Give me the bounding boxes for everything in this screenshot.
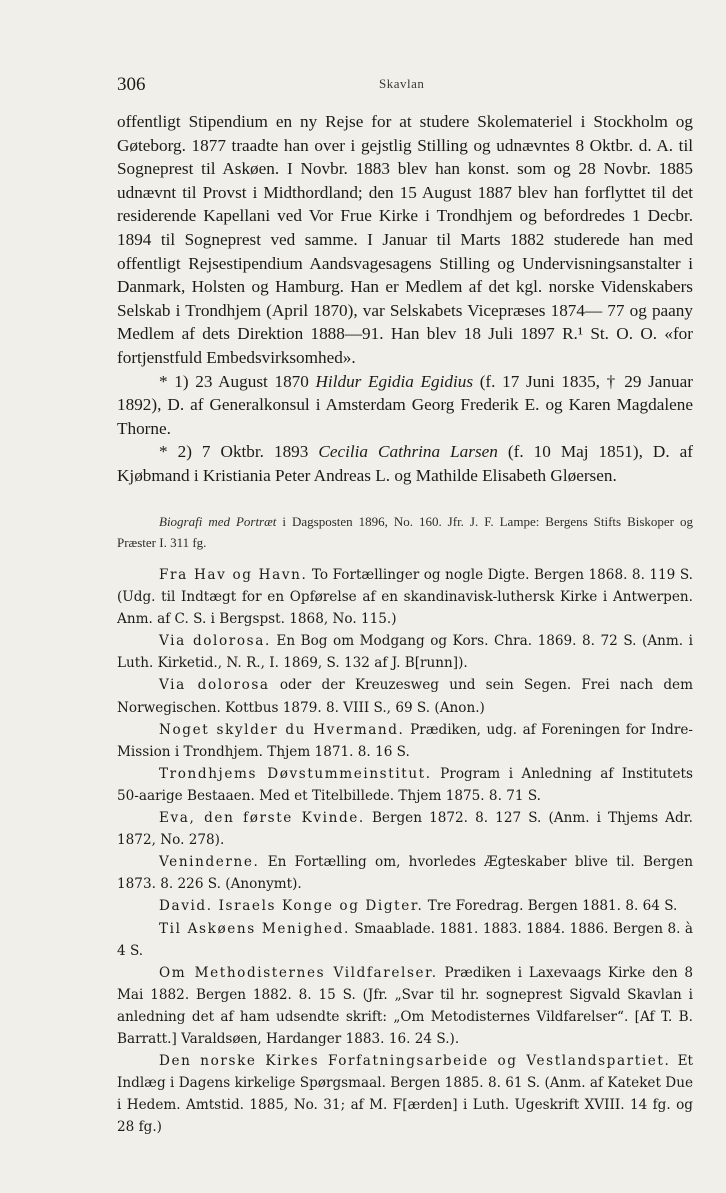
- biography-paragraph: offentligt Stipendium en ny Rejse for at studere Skolemateriel i Stockholm og Gøteborg. 1877 traadte han over i gejstlig Stilling og udnævntes 8 Oktbr. d. A. til Sogneprest til Askøen. I Novbr. 1883 blev han konst. som og 28 Novbr. 1885 udnævnt til Provst i Midthordland; den 15 August 1887 blev han forflyttet til det residerende Kapellani ved Vor Frue Kirke i Trondhjem og befordredes 1 Decbr. 1894 til Sogneprest ved samme. I Januar til Marts 1882 studerede han med offentligt Rejsestipendium Aandsvagesagens Stilling og Undervisningsanstalter i Danmark, Holsten og Hamburg. Han er Medlem af det kgl. norske Videnskabers Selskab i Trondhjem (April 1870), var Selskabets Vicepræses 1874— 77 og paany Medlem af dets Direktion 1888—91. Han blev 18 Juli 1897 R.¹ St. O. O. «for fortjenstfuld Embedsvirksomhed».: [117, 112, 693, 367]
- work-title: Om Methodisternes Vildfarelser.: [159, 964, 438, 981]
- running-title: Skavlan: [379, 76, 425, 91]
- work-details: Prædiken i Laxevaags Kirke den 8 Mai 1882. Bergen 1882. 8. 15 S. (Jfr. „Svar til hr. sogneprest Sigvald Skavlan i anledning det af ham udsendte skrift: „Om Metodisternes Vildfarelser“. [Af T. B. Barratt.] Varaldsøen, Hardanger 1883. 16. 24 S.).: [117, 964, 693, 1047]
- sources-paragraph: [117, 511, 693, 553]
- work-title: Eva, den første Kvinde.: [159, 810, 365, 827]
- bibliography-entry: [117, 1050, 693, 1138]
- bibliography-entry: [117, 895, 693, 917]
- sources-text: i Dagsposten 1896, No. 160. Jfr. J. F. Lampe: Bergens Stifts Biskoper og Præster I. 311 fg.: [117, 514, 693, 550]
- spouse-1-name: Hildur Egidia Egidius: [315, 371, 474, 391]
- bibliography-entry: [117, 674, 693, 718]
- marriage-1-prefix: * 1) 23 August 1870: [159, 371, 316, 391]
- work-details: Program i Anledning af Institutets 50-aarige Bestaaen. Med et Titelbillede. Thjem 1875. 8. 71 S.: [117, 765, 693, 804]
- marriage-1-details: (f. 17 Juni 1835, † 29 Januar 1892), D. af Generalkonsul i Amsterdam Georg Frederik E. og Karen Magdalene Thorne.: [117, 371, 693, 438]
- bibliography-entry: [117, 851, 693, 895]
- work-details: Prædiken, udg. af Foreningen for Indre-Mission i Trondhjem. Thjem 1871. 8. 16 S.: [117, 721, 693, 760]
- work-title: Veninderne.: [159, 854, 260, 871]
- bibliography-entry: [117, 564, 693, 630]
- spouse-2-name: Cecilia Cathrina Larsen: [318, 442, 498, 462]
- work-details: To Fortællinger og nogle Digte. Bergen 1868. 8. 119 S. (Udg. til Indtægt for en Opførelse af en skandinavisk-luthersk Kirke i Antwerpen. Anm. af C. S. i Bergspst. 1868, No. 115.): [117, 567, 693, 628]
- page-number: 306: [117, 74, 146, 95]
- work-title: Via dolorosa: [159, 677, 270, 694]
- bibliography-entry: [117, 918, 693, 962]
- bibliography-entry: [117, 719, 693, 763]
- work-title: Noget skylder du Hvermand.: [159, 721, 405, 738]
- biography-section: [117, 110, 693, 488]
- work-details: Smaablade. 1881. 1883. 1884. 1886. Bergen 8. à 4 S.: [117, 920, 693, 959]
- page-header: [117, 74, 696, 98]
- sources-label: Biografi med Portræt: [159, 514, 277, 529]
- work-details: En Fortælling om, hvorledes Ægteskaber blive til. Bergen 1873. 8. 226 S. (Anonymt).: [117, 854, 693, 893]
- bibliography: [117, 564, 693, 1138]
- work-title: David. Israels Konge og Digter.: [159, 898, 424, 915]
- work-details: Tre Foredrag. Bergen 1881. 8. 64 S.: [423, 898, 678, 915]
- work-title: Den norske Kirkes Forfatningsarbeide og Vestlandspartiet.: [159, 1053, 671, 1070]
- sources-note: [117, 511, 693, 553]
- bibliography-entry: [117, 630, 693, 674]
- bibliography-entry: [117, 807, 693, 851]
- work-title: Trondhjems Døvstummeinstitut.: [159, 765, 432, 782]
- marriage-2-details: (f. 10 Maj 1851), D. af Kjøbmand i Kristiania Peter Andreas L. og Mathilde Elisabeth Gløersen.: [117, 442, 694, 485]
- marriage-2-prefix: * 2) 7 Oktbr. 1893: [159, 442, 319, 462]
- work-title: Via dolorosa.: [159, 633, 271, 650]
- work-details: En Bog om Modgang og Kors. Chra. 1869. 8. 72 S. (Anm. i Luth. Kirketid., N. R., I. 1869, S. 132 af J. B[runn]).: [117, 633, 694, 672]
- work-title: Fra Hav og Havn.: [159, 567, 308, 583]
- marriage-1: [117, 370, 693, 441]
- work-title: Til Askøens Menighed.: [159, 920, 350, 937]
- bibliography-entry: [117, 962, 693, 1050]
- work-details: Bergen 1872. 8. 127 S. (Anm. i Thjems Adr. 1872, No. 278).: [117, 810, 693, 849]
- marriage-2: [117, 440, 693, 487]
- work-details: Et Indlæg i Dagens kirkelige Spørgsmaal. Bergen 1885. 8. 61 S. (Anm. af Kateket Due i Hedem. Amtstid. 1885, No. 31; af M. F[ærden] i Luth. Ugeskrift XVIII. 14 fg. og 28 fg.): [117, 1053, 693, 1136]
- work-details: oder der Kreuzesweg und sein Segen. Frei nach dem Norwegischen. Kottbus 1879. 8. VIII S., 69 S. (Anon.): [117, 677, 693, 716]
- bibliography-entry: [117, 763, 693, 807]
